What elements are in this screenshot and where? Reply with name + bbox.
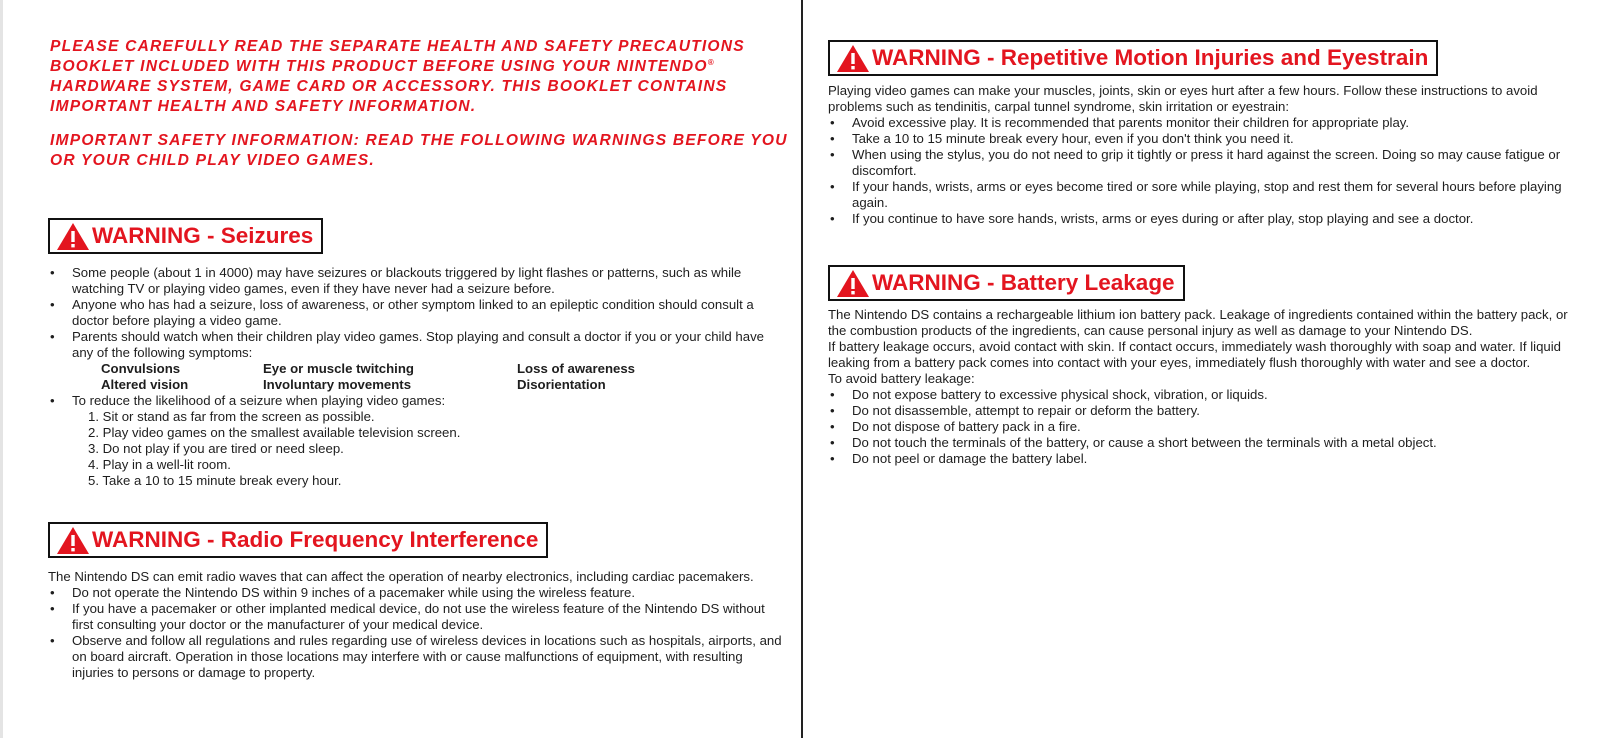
list-item [48, 585, 788, 601]
list-item [48, 297, 788, 329]
list-item [828, 403, 1588, 419]
battery-list [828, 387, 1588, 467]
rmi-list [828, 115, 1588, 227]
battery-item-text: Do not touch the terminals of the battery, or cause a short between the terminals with a metal object. [852, 434, 1437, 450]
rmi-item-text: When using the stylus, you do not need to grip it tightly or press it hard against the screen. Doing so may cause fatigue or discomfort. [852, 146, 1561, 178]
list-item [48, 633, 788, 681]
radio-section [48, 522, 788, 681]
list-item [828, 435, 1588, 451]
battery-item-text: Do not disassemble, attempt to repair or deform the battery. [852, 402, 1200, 418]
radio-list [48, 585, 788, 681]
bullet: • [50, 264, 55, 280]
symptom: Disorientation [517, 376, 606, 392]
list-item [828, 131, 1588, 147]
symptom: Altered vision [101, 376, 189, 392]
seizures-list [48, 265, 788, 361]
step-item: 4. Play in a well-lit room. [88, 456, 231, 472]
battery-paragraph-2: If battery leakage occurs, avoid contact with skin. If contact occurs, immediately wash thoroughly with soap and water. If liquid leaking from a battery pack comes into contact with your eyes, immediately flush thoroughly with water and see a doctor. [828, 338, 1562, 370]
intro-paragraph-1 [50, 37, 790, 117]
bullet: • [830, 146, 835, 162]
seizure-steps-list [48, 409, 788, 489]
seizures-item-text: Parents should watch when their children play video games. Stop playing and consult a doctor if you or your child have any of the following symptoms: [72, 328, 765, 360]
step-item: 1. Sit or stand as far from the screen as possible. [88, 408, 375, 424]
rmi-title: WARNING - Repetitive Motion Injuries and Eyestrain [872, 45, 1429, 70]
list-item [48, 265, 788, 297]
bullet: • [830, 386, 835, 402]
bullet: • [830, 178, 835, 194]
intro-text-1: PLEASE CAREFULLY READ THE SEPARATE HEALTH AND SAFETY PRECAUTIONS BOOKLET INCLUDED WITH THIS PRODUCT BEFORE USING YOUR NINTENDO [50, 38, 745, 75]
battery-item-text: Do not expose battery to excessive physical shock, vibration, or liquids. [852, 386, 1268, 402]
step-item: 2. Play video games on the smallest available television screen. [88, 424, 461, 440]
bullet: • [830, 418, 835, 434]
rmi-body [828, 83, 1588, 227]
bullet: • [50, 600, 55, 616]
seizures-item-text: Some people (about 1 in 4000) may have seizures or blackouts triggered by light flashes or patterns, such as while watching TV or playing video games, even if they have never had a seizure before. [72, 264, 742, 296]
intro-text-1-end: HARDWARE SYSTEM, GAME CARD OR ACCESSORY. THIS BOOKLET CONTAINS IMPORTANT HEALTH AND SAFETY INFORMATION. [50, 78, 728, 115]
list-item [48, 393, 788, 409]
battery-item-text: Do not peel or damage the battery label. [852, 450, 1088, 466]
seizures-reduce-list [48, 393, 788, 409]
bullet: • [50, 632, 55, 648]
bullet: • [830, 450, 835, 466]
rmi-item-text: Take a 10 to 15 minute break every hour, even if you don't think you need it. [852, 130, 1294, 146]
bullet: • [830, 434, 835, 450]
radio-item-text: Observe and follow all regulations and rules regarding use of wireless devices in locations such as hospitals, airports, and on board aircraft. Operation in those locations may interfere with or cause malfunctions of equipment, with resulting injuries to persons or damage to property. [72, 632, 782, 680]
bullet: • [830, 114, 835, 130]
list-item [828, 419, 1588, 435]
symptoms-grid [48, 361, 788, 393]
reduce-intro: To reduce the likelihood of a seizure when playing video games: [72, 392, 446, 408]
rmi-intro: Playing video games can make your muscles, joints, skin or eyes hurt after a few hours. Follow these instructions to avoid problems such as tendinitis, carpal tunnel syndrome, skin irritation or eyestrain: [828, 82, 1538, 114]
symptom: Loss of awareness [517, 360, 636, 376]
symptom: Involuntary movements [263, 376, 412, 392]
warning-triangle-icon [56, 222, 90, 251]
warning-triangle-icon [836, 269, 870, 298]
symptom: Convulsions [101, 360, 181, 376]
bullet: • [830, 402, 835, 418]
warning-triangle-icon [836, 44, 870, 73]
step-item: 3. Do not play if you are tired or need sleep. [88, 440, 344, 456]
seizures-item-text: Anyone who has had a seizure, loss of awareness, or other symptom linked to an epileptic condition should consult a doctor before playing a video game. [72, 296, 754, 328]
radio-intro: The Nintendo DS can emit radio waves that can affect the operation of nearby electronics, including cardiac pacemakers. [48, 568, 754, 584]
list-item [828, 179, 1588, 211]
seizures-body [48, 265, 788, 489]
rmi-item-text: If your hands, wrists, arms or eyes become tired or sore while playing, stop and rest them for several hours before playing again. [852, 178, 1562, 210]
bullet: • [50, 328, 55, 344]
rmi-warning-header [828, 40, 1438, 76]
warning-triangle-icon [56, 526, 90, 555]
intro-paragraph-2: IMPORTANT SAFETY INFORMATION: READ THE FOLLOWING WARNINGS BEFORE YOU OR YOUR CHILD PLAY VIDEO GAMES. [50, 132, 788, 169]
bullet: • [50, 392, 55, 408]
battery-section [828, 265, 1588, 467]
rmi-item-text: Avoid excessive play. It is recommended that parents monitor their children for appropriate play. [852, 114, 1410, 130]
radio-title: WARNING - Radio Frequency Interference [92, 527, 539, 552]
bullet: • [50, 584, 55, 600]
radio-item-text: If you have a pacemaker or other implanted medical device, do not use the wireless feature of the Nintendo DS without first consulting your doctor or the manufacturer of your medical device. [72, 600, 765, 632]
list-item [828, 115, 1588, 131]
battery-warning-header [828, 265, 1185, 301]
health-safety-intro [50, 37, 790, 171]
registered-mark: ® [707, 57, 715, 67]
bullet: • [830, 210, 835, 226]
radio-item-text: Do not operate the Nintendo DS within 9 inches of a pacemaker while using the wireless feature. [72, 584, 635, 600]
list-item [48, 601, 788, 633]
radio-body [48, 569, 788, 681]
list-item [828, 387, 1588, 403]
list-item [828, 451, 1588, 467]
battery-item-text: Do not dispose of battery pack in a fire. [852, 418, 1081, 434]
repetitive-motion-section [828, 40, 1588, 227]
symptom: Eye or muscle twitching [263, 360, 414, 376]
seizures-section [48, 218, 788, 489]
battery-title: WARNING - Battery Leakage [872, 270, 1175, 295]
bullet: • [830, 130, 835, 146]
step-item: 5. Take a 10 to 15 minute break every hour. [88, 472, 342, 488]
battery-paragraph-1: The Nintendo DS contains a rechargeable lithium ion battery pack. Leakage of ingredients contained within the battery pack, or the combustion products of the ingredients, can cause personal injury as well as damage to your Nintendo DS. [828, 306, 1568, 338]
radio-warning-header [48, 522, 548, 558]
battery-paragraph-3: To avoid battery leakage: [828, 370, 975, 386]
seizures-title: WARNING - Seizures [92, 223, 314, 248]
list-item [828, 211, 1588, 227]
rmi-item-text: If you continue to have sore hands, wrists, arms or eyes during or after play, stop playing and see a doctor. [852, 210, 1474, 226]
bullet: • [50, 296, 55, 312]
seizures-warning-header [48, 218, 323, 254]
list-item [48, 329, 788, 361]
battery-body [828, 307, 1588, 467]
list-item [828, 147, 1588, 179]
